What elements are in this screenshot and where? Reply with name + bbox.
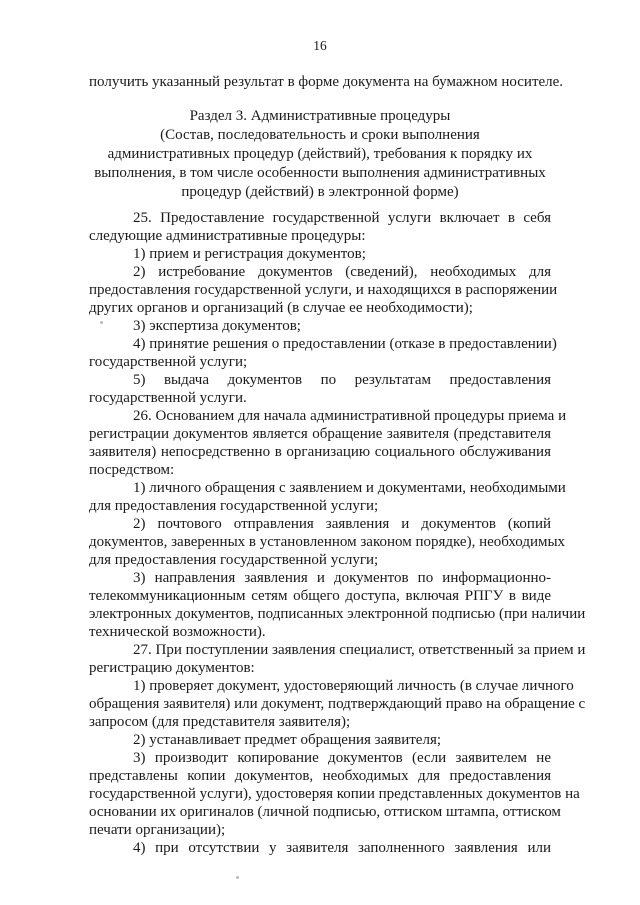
text-line: государственной услуги; — [89, 354, 248, 370]
text-line: 2) устанавливает предмет обращения заявителя; — [133, 732, 442, 748]
text-line: электронных документов, подписанных электронной подписью (при наличии — [89, 606, 586, 622]
text-line: регистрации документов является обращение заявителя (представителя — [89, 426, 551, 442]
text-line: 3) производит копирование документов (если заявителем не — [133, 750, 551, 766]
text-line: 26. Основанием для начала административной процедуры приема и — [133, 408, 567, 424]
text-line: обращения заявителя) или документ, подтверждающий право на обращение с — [89, 696, 586, 712]
text-line: для предоставления государственной услуги; — [89, 552, 379, 568]
text-line: 5) выдача документов по результатам предоставления — [133, 372, 551, 388]
text-line: запросом (для представителя заявителя); — [89, 714, 351, 730]
text-line: заявителя) непосредственно в организацию социального обслуживания — [89, 444, 551, 460]
text-line: других органов и организаций (в случае ее необходимости); — [89, 300, 473, 316]
text-line: 1) проверяет документ, удостоверяющий личность (в случае личного — [133, 678, 574, 694]
text-line: основании их оригиналов (личной подписью, оттиском штампа, оттиском — [89, 804, 561, 820]
text-line: регистрацию документов: — [89, 660, 255, 676]
section-subheading: (Состав, последовательность и сроки выполнения — [160, 127, 480, 143]
text-line: 25. Предоставление государственной услуги включает в себя — [133, 210, 551, 226]
text-line: 3) экспертиза документов; — [133, 318, 301, 334]
scan-speck — [100, 321, 103, 324]
text-line: 1) прием и регистрация документов; — [133, 246, 366, 262]
section-subheading: процедур (действий) в электронной форме) — [181, 184, 459, 200]
text-line: печати организации); — [89, 822, 226, 838]
text-line: телекоммуникационным сетям общего доступа, включая РПГУ в виде — [89, 588, 551, 604]
text-line: документов, заверенных в установленном законом порядке), необходимых — [89, 534, 566, 550]
text-line: 2) почтового отправления заявления и документов (копий — [133, 516, 551, 532]
text-line: представлены копии документов, необходимых для предоставления — [89, 768, 551, 784]
text-line: 1) личного обращения с заявлением и документами, необходимыми — [133, 480, 566, 496]
text-line: предоставления государственной услуги, и находящихся в распоряжении — [89, 282, 558, 298]
section-heading: Раздел 3. Административные процедуры — [189, 108, 451, 124]
scan-speck — [236, 876, 239, 879]
text-line: 2) истребование документов (сведений), необходимых для — [133, 264, 551, 280]
text-line: 4) принятие решения о предоставлении (отказе в предоставлении) — [133, 336, 557, 352]
text-line: государственной услуги. — [89, 390, 247, 406]
text-line: 3) направления заявления и документов по информационно- — [133, 570, 551, 586]
text-line: 4) при отсутствии у заявителя заполненного заявления или — [133, 840, 551, 856]
page-number: 16 — [313, 38, 327, 53]
text-line: следующие административные процедуры: — [89, 228, 366, 244]
text-line: для предоставления государственной услуги; — [89, 498, 379, 514]
text-line: получить указанный результат в форме документа на бумажном носителе. — [89, 74, 564, 90]
text-line: государственной услуги), удостоверяя копии представленных документов на — [89, 786, 580, 802]
text-line: технической возможности). — [89, 624, 266, 640]
text-line: посредством: — [89, 462, 175, 478]
section-subheading: выполнения, в том числе особенности выполнения административных — [94, 165, 546, 181]
section-subheading: административных процедур (действий), требования к порядку их — [107, 146, 533, 162]
text-line: 27. При поступлении заявления специалист, ответственный за прием и — [133, 642, 586, 658]
